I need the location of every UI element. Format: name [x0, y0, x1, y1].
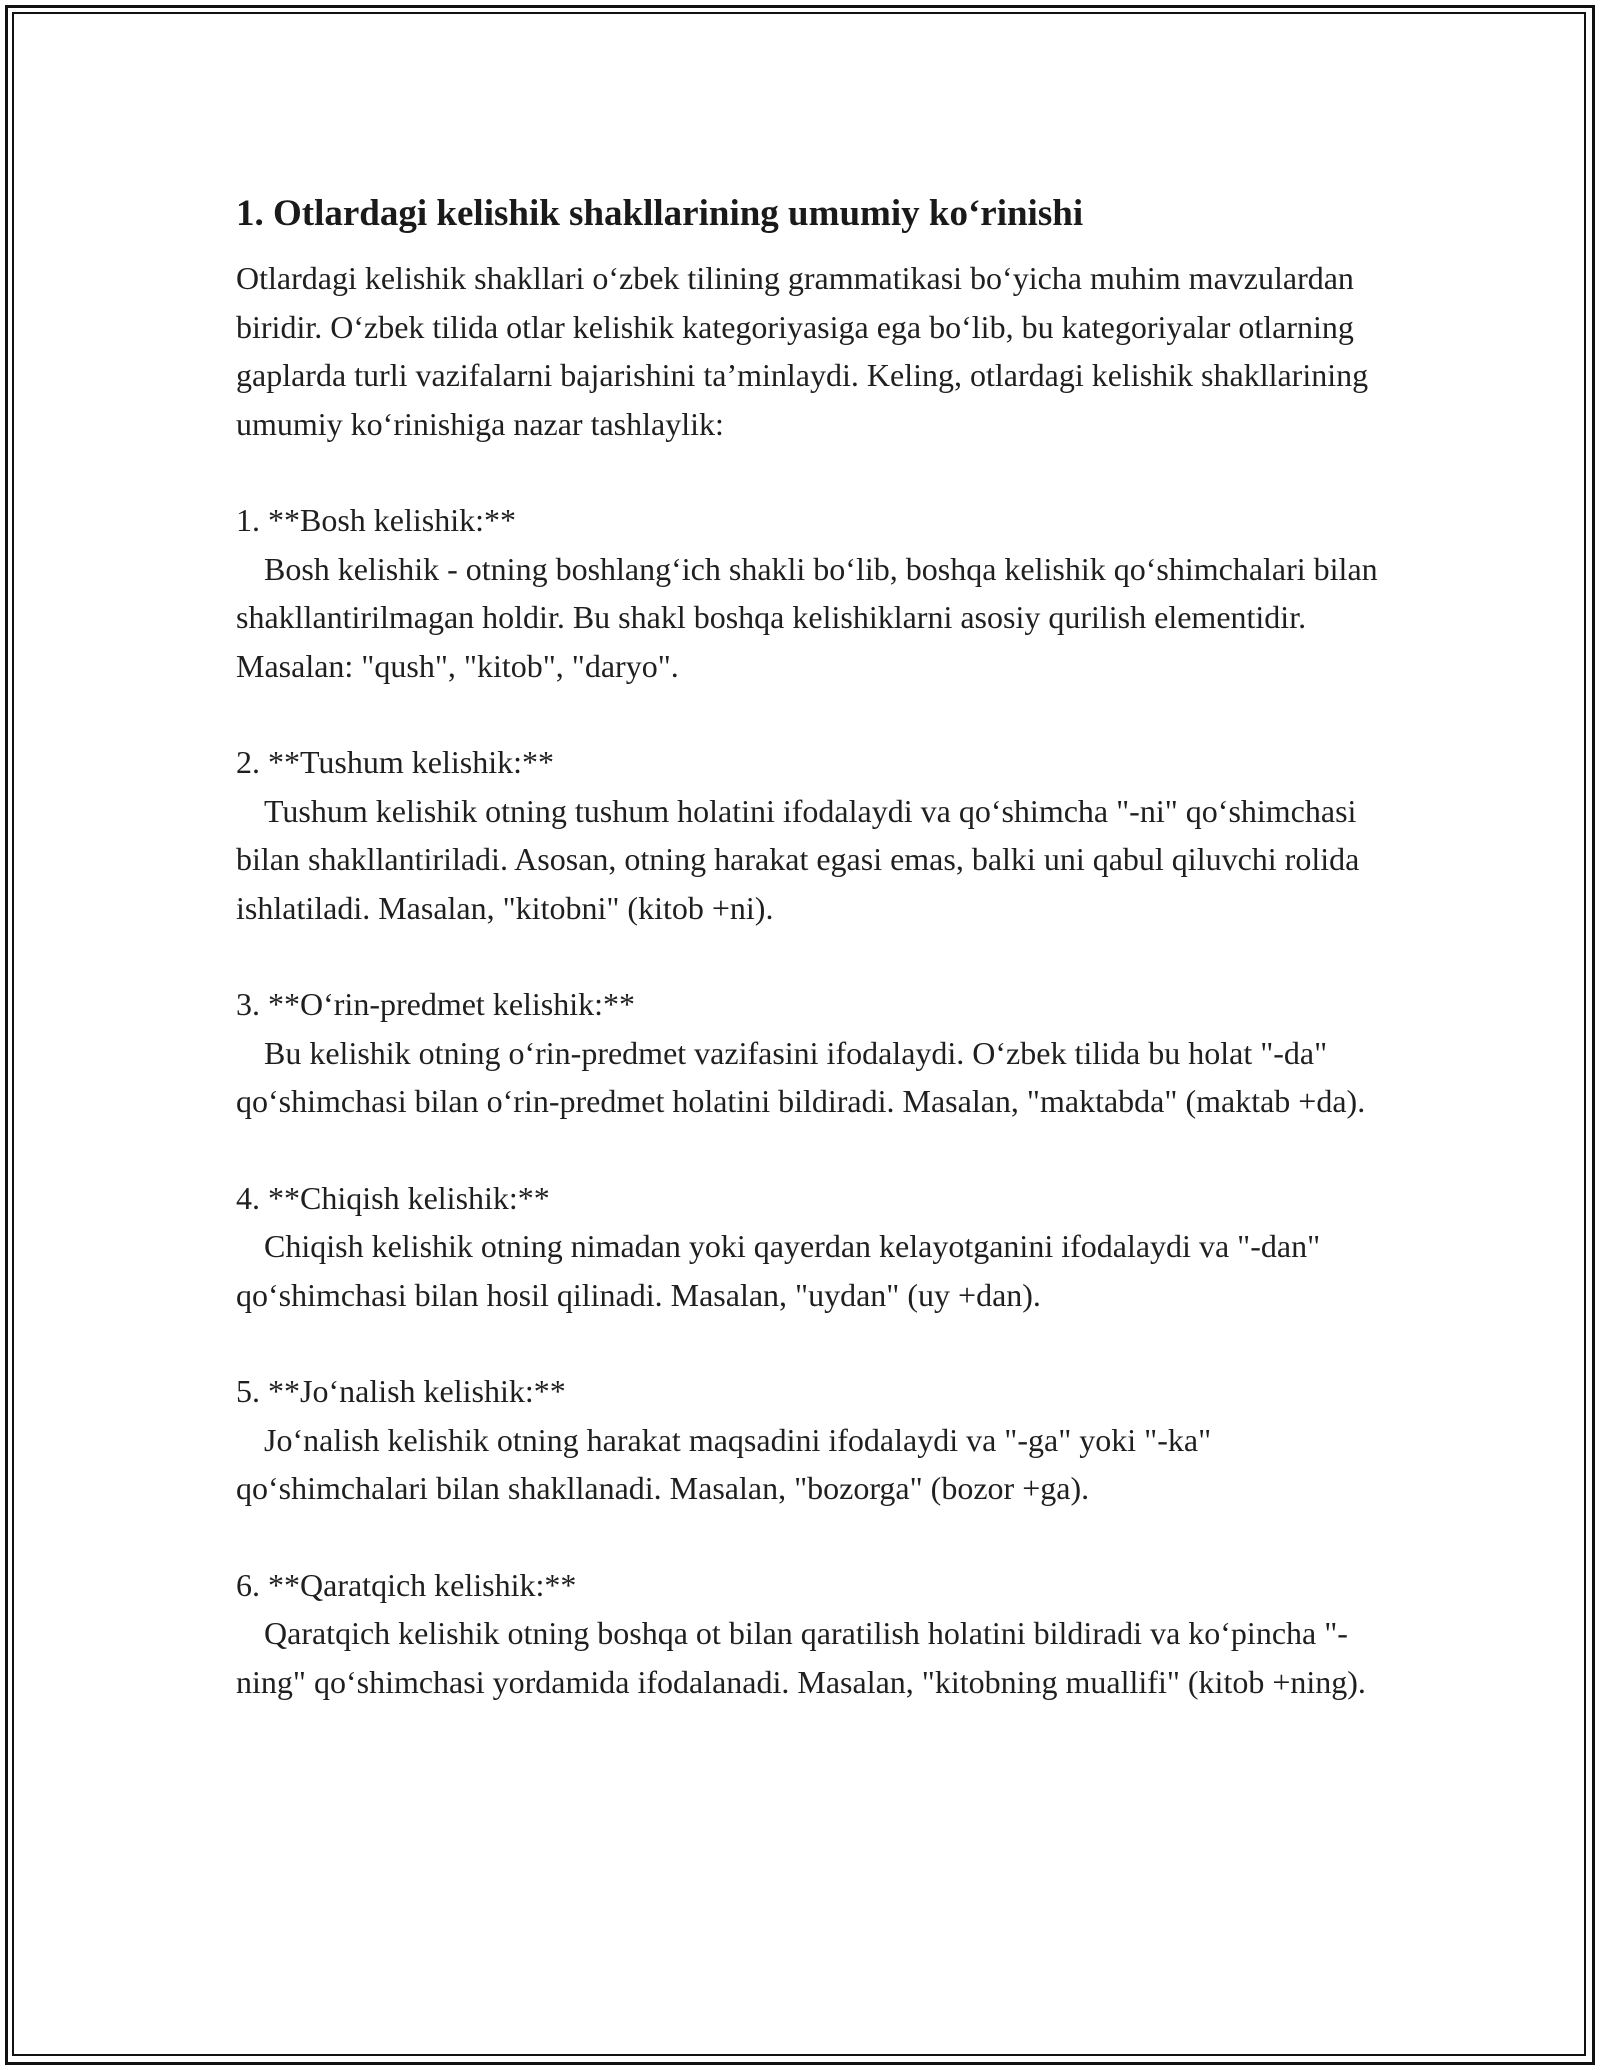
case-description: Bu kelishik otning o‘rin-predmet vazifasini ifodalaydi. O‘zbek tilida bu holat "-da" qo‘shimchasi bilan o‘rin-predmet holatini bildiradi. Masalan, "maktabda" (maktab +da). — [236, 1034, 1366, 1119]
case-title: 6. **Qaratqich kelishik:** — [236, 1566, 577, 1603]
case-item-tushum — [236, 738, 1386, 932]
case-description: Chiqish kelishik otning nimadan yoki qayerdan kelayotganini ifodalaydi va "-dan" qo‘shimchasi bilan hosil qilinadi. Masalan, "uydan" (uy +dan). — [236, 1228, 1321, 1313]
case-title: 3. **O‘rin-predmet kelishik:** — [236, 986, 636, 1022]
case-title: 4. **Chiqish kelishik:** — [236, 1179, 550, 1216]
case-title: 1. **Bosh kelishik:** — [236, 502, 517, 538]
case-description: Tushum kelishik otning tushum holatini ifodalaydi va qo‘shimcha "-ni" qo‘shimchasi bilan shakllantiriladi. Asosan, otning harakat egasi emas, balki uni qabul qiluvchi rolida ishlatiladi. Masalan, "kitobni" (kitob +ni). — [236, 792, 1360, 926]
case-item-qaratqich — [236, 1561, 1386, 1707]
case-description: Qaratqich kelishik otning boshqa ot bilan qaratilish holatini bildiradi va ko‘pincha "-ning" qo‘shimchasi yordamida ifodalanadi. Masalan, "kitobning muallifi" (kitob +ning). — [236, 1615, 1366, 1700]
case-description: Bosh kelishik - otning boshlang‘ich shakli bo‘lib, boshqa kelishik qo‘shimchalari bilan shakllantirilmagan holdir. Bu shakl boshqa kelishiklarni asosiy qurilish elementidir. Masalan: "qush", "kitob", "daryo". — [236, 550, 1378, 684]
case-item-jonalish — [236, 1367, 1386, 1513]
case-item-orin-predmet — [236, 980, 1386, 1126]
case-description: Jo‘nalish kelishik otning harakat maqsadini ifodalaydi va "-ga" yoki "-ka" qo‘shimchalari bilan shakllanadi. Masalan, "bozorga" (bozor +ga). — [236, 1421, 1212, 1506]
case-item-chiqish — [236, 1174, 1386, 1320]
case-item-bosh — [236, 496, 1386, 690]
case-title: 2. **Tushum kelishik:** — [236, 744, 554, 780]
document-body — [236, 186, 1386, 1706]
section-heading: 1. Otlardagi kelishik shakllarining umumiy ko‘rinishi — [236, 193, 1084, 234]
case-title: 5. **Jo‘nalish kelishik:** — [236, 1373, 566, 1409]
intro-paragraph: Otlardagi kelishik shakllari o‘zbek tilining grammatikasi bo‘yicha muhim mavzulardan biridir. O‘zbek tilida otlar kelishik kategoriyasiga ega bo‘lib, bu kategoriyalar otlarning gaplarda turli vazifalarni bajarishini ta’minlaydi. Keling, otlardagi kelishik shakllarining umumiy ko‘rinishiga nazar tashlaylik: — [236, 260, 1369, 442]
